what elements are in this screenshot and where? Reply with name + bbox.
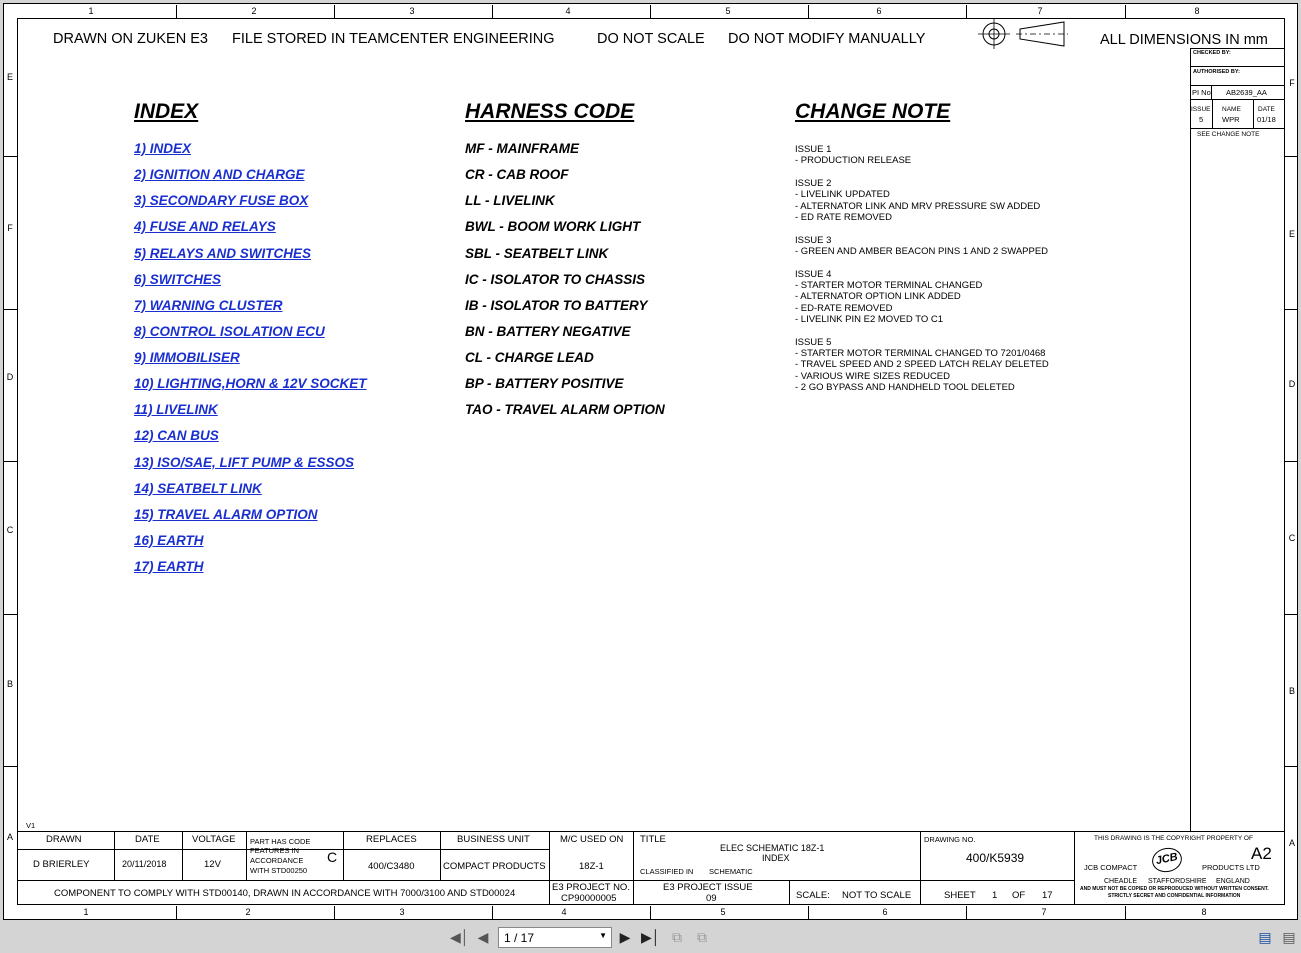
compliance-note: COMPONENT TO COMPLY WITH STD00140, DRAWN IN ACCORDANCE WITH 7000/3100 AND STD00024: [54, 888, 516, 899]
harness-code-title: HARNESS CODE: [465, 100, 635, 123]
column-number: 4: [565, 6, 571, 16]
change-note-line: - TRAVEL SPEED AND 2 SPEED LATCH RELAY DELETED: [795, 359, 1049, 370]
index-link[interactable]: 13) ISO/SAE, LIFT PUMP & ESSOS: [134, 455, 355, 470]
change-note-line: - 2 GO BYPASS AND HANDHELD TOOL DELETED: [795, 382, 1015, 393]
issue-value: 5: [1199, 115, 1204, 124]
drawing-no-value: 400/K5939: [966, 851, 1025, 865]
e3-project-issue-value: 09: [706, 893, 717, 904]
column-number: 6: [882, 907, 888, 917]
row-letter: C: [6, 525, 14, 535]
column-number: 7: [1041, 907, 1047, 917]
name-value: WPR: [1222, 115, 1240, 124]
classified-label: CLASSIFIED IN: [640, 867, 694, 876]
address-line: STAFFORDSHIRE: [1148, 878, 1207, 885]
sheet-number: 1: [992, 890, 998, 901]
index-link[interactable]: 4) FUSE AND RELAYS: [134, 219, 276, 234]
index-link[interactable]: 5) RELAYS AND SWITCHES: [134, 246, 312, 261]
legal-note: AND MUST NOT BE COPIED OR REPRODUCED WITHOUT WRITTEN CONSENT.: [1080, 886, 1269, 892]
page-indicator: 1 / 17: [504, 931, 535, 945]
e3-project-no-label: E3 PROJECT NO.: [552, 882, 630, 893]
harness-code-item: IB - ISOLATOR TO BATTERY: [465, 298, 648, 313]
date-value: 01/18: [1257, 115, 1276, 124]
mc-used-label: M/C USED ON: [560, 834, 624, 845]
pi-no-value: AB2639_AA: [1226, 88, 1267, 97]
index-link[interactable]: 17) EARTH: [134, 559, 204, 574]
classified-value: SCHEMATIC: [709, 867, 753, 876]
see-change-note-label: SEE CHANGE NOTE: [1197, 131, 1260, 138]
harness-code-item: MF - MAINFRAME: [465, 141, 579, 156]
sheet-total: 17: [1042, 890, 1053, 901]
index-link[interactable]: 3) SECONDARY FUSE BOX: [134, 193, 309, 208]
index-link[interactable]: 14) SEATBELT LINK: [134, 481, 262, 496]
title-label: TITLE: [640, 834, 666, 845]
name-label: NAME: [1222, 106, 1241, 113]
date-value: 20/11/2018: [122, 859, 167, 869]
drawn-label: DRAWN: [46, 834, 82, 845]
row-letter: B: [6, 679, 13, 689]
index-link[interactable]: 16) EARTH: [134, 533, 204, 548]
fit-width-icon[interactable]: ⧉: [697, 929, 707, 945]
harness-code-item: TAO - TRAVEL ALARM OPTION: [465, 402, 665, 417]
column-number: 5: [725, 6, 731, 16]
change-note-line: - STARTER MOTOR TERMINAL CHANGED TO 7201/0468: [795, 348, 1046, 359]
change-note-line: - ALTERNATOR LINK AND MRV PRESSURE SW ADDED: [795, 201, 1041, 212]
index-link[interactable]: 8) CONTROL ISOLATION ECU: [134, 324, 325, 339]
fit-page-icon[interactable]: ⧉: [672, 929, 682, 945]
voltage-value: 12V: [204, 859, 221, 870]
chevron-down-icon: ▼: [599, 931, 607, 940]
column-number: 8: [1194, 6, 1200, 16]
change-note-line: ISSUE 5: [795, 337, 832, 348]
header-do-not-scale: DO NOT SCALE: [597, 31, 705, 47]
harness-code-item: CL - CHARGE LEAD: [465, 350, 594, 365]
prev-page-icon[interactable]: ◀: [477, 929, 489, 945]
header-drawn-on: DRAWN ON ZUKEN E3: [53, 31, 208, 47]
title-line-2: INDEX: [762, 853, 790, 863]
column-number: 8: [1201, 907, 1207, 917]
change-note-title: CHANGE NOTE: [795, 100, 951, 123]
change-note-line: - ED RATE REMOVED: [795, 212, 892, 223]
header-do-not-modify: DO NOT MODIFY MANUALLY: [728, 31, 926, 47]
header-dimensions: ALL DIMENSIONS IN mm: [1100, 32, 1268, 48]
row-letter: F: [1289, 78, 1295, 88]
row-letter: A: [1288, 838, 1295, 848]
column-number: 7: [1037, 6, 1043, 16]
index-link[interactable]: 6) SWITCHES: [134, 272, 222, 287]
row-letter: E: [6, 72, 13, 82]
voltage-label: VOLTAGE: [192, 834, 236, 845]
harness-code-item: IC - ISOLATOR TO CHASSIS: [465, 272, 646, 287]
change-note-line: - ALTERNATOR OPTION LINK ADDED: [795, 291, 961, 302]
change-note-line: - LIVELINK UPDATED: [795, 189, 890, 200]
company-left: JCB COMPACT: [1084, 863, 1138, 872]
column-number: 6: [876, 6, 882, 16]
e3-project-no-value: CP90000005: [561, 893, 617, 904]
row-letter: A: [6, 832, 13, 842]
row-letter: C: [1288, 533, 1296, 543]
change-note-line: - VARIOUS WIRE SIZES REDUCED: [795, 371, 951, 382]
index-title: INDEX: [134, 100, 199, 123]
company-right: PRODUCTS LTD: [1202, 863, 1260, 872]
title-line-1: ELEC SCHEMATIC 18Z-1: [720, 843, 825, 853]
change-note-line: - LIVELINK PIN E2 MOVED TO C1: [795, 314, 944, 325]
row-letter: B: [1288, 686, 1295, 696]
version-label: V1: [26, 821, 36, 830]
date-label: DATE: [1258, 106, 1275, 113]
address-line: ENGLAND: [1216, 878, 1250, 885]
last-page-icon[interactable]: ▶│: [641, 929, 661, 945]
change-note-line: - ED-RATE REMOVED: [795, 303, 893, 314]
business-unit-value: COMPACT PRODUCTS: [443, 861, 546, 872]
sheet-size: A2: [1251, 844, 1272, 863]
copyright-note: THIS DRAWING IS THE COPYRIGHT PROPERTY OF: [1094, 835, 1253, 842]
change-note-line: ISSUE 2: [795, 178, 832, 189]
replaces-value: 400/C3480: [368, 861, 415, 872]
index-link[interactable]: 12) CAN BUS: [134, 428, 219, 443]
part-code-note: WITH STD00250: [250, 866, 308, 875]
first-page-icon[interactable]: ◀│: [450, 929, 470, 945]
change-note-line: ISSUE 3: [795, 235, 832, 246]
authorised-by-label: AUTHORISED BY:: [1193, 69, 1240, 75]
column-number: 5: [720, 907, 726, 917]
harness-code-item: SBL - SEATBELT LINK: [465, 246, 609, 261]
header-file-stored: FILE STORED IN TEAMCENTER ENGINEERING: [232, 31, 555, 47]
index-link[interactable]: 7) WARNING CLUSTER: [134, 298, 283, 313]
column-number: 2: [245, 907, 251, 917]
index-link[interactable]: 15) TRAVEL ALARM OPTION: [134, 507, 318, 522]
jcb-logo-text: JCB: [1154, 850, 1179, 868]
column-number: 1: [88, 6, 94, 16]
harness-code-item: BP - BATTERY POSITIVE: [465, 376, 624, 391]
column-number: 4: [561, 907, 567, 917]
index-link[interactable]: 2) IGNITION AND CHARGE: [134, 167, 305, 182]
page-number-select[interactable]: [498, 927, 612, 948]
issue-label: ISSUE: [1191, 106, 1211, 113]
projection-symbol-icon: [978, 19, 1068, 49]
change-note-line: - GREEN AND AMBER BEACON PINS 1 AND 2 SWAPPED: [795, 246, 1049, 257]
checked-by-label: CHECKED BY:: [1193, 50, 1231, 56]
replaces-label: REPLACES: [366, 834, 417, 845]
mc-used-value: 18Z-1: [579, 861, 604, 872]
code-value: C: [327, 849, 338, 865]
column-number: 2: [251, 6, 257, 16]
viewer-toolbar: [0, 922, 1301, 953]
column-number: 3: [409, 6, 415, 16]
change-note-line: ISSUE 1: [795, 144, 832, 155]
business-unit-label: BUSINESS UNIT: [457, 834, 530, 845]
sheet-label: SHEET: [944, 890, 976, 901]
part-code-note: FEATURES IN: [250, 846, 300, 855]
harness-code-item: BN - BATTERY NEGATIVE: [465, 324, 631, 339]
part-code-note: ACCORDANCE: [250, 856, 304, 865]
scale-value: NOT TO SCALE: [842, 890, 912, 901]
row-letter: D: [6, 372, 14, 382]
drawing-no-label: DRAWING NO.: [924, 835, 976, 844]
index-link[interactable]: 9) IMMOBILISER: [134, 350, 240, 365]
change-note-line: ISSUE 4: [795, 269, 832, 280]
change-note-line: - PRODUCTION RELEASE: [795, 155, 912, 166]
harness-code-item: CR - CAB ROOF: [465, 167, 569, 182]
row-letter: F: [7, 223, 13, 233]
harness-code-item: LL - LIVELINK: [465, 193, 555, 208]
change-note-line: - STARTER MOTOR TERMINAL CHANGED: [795, 280, 983, 291]
index-link[interactable]: 11) LIVELINK: [134, 402, 218, 417]
of-label: OF: [1012, 890, 1026, 901]
index-link[interactable]: 1) INDEX: [134, 141, 192, 156]
drawn-value: D BRIERLEY: [33, 859, 90, 870]
e3-project-issue-label: E3 PROJECT ISSUE: [663, 882, 753, 893]
single-page-view-icon[interactable]: ▤: [1258, 929, 1272, 945]
drawing-sheet: [3, 3, 1298, 920]
continuous-view-icon[interactable]: ▤: [1282, 929, 1296, 945]
address-line: CHEADLE: [1104, 878, 1138, 885]
row-letter: D: [1288, 379, 1296, 389]
next-page-icon[interactable]: ▶: [619, 929, 631, 945]
column-number: 3: [399, 907, 405, 917]
scale-label: SCALE:: [796, 890, 830, 901]
row-letter: E: [1288, 229, 1295, 239]
date-label: DATE: [135, 834, 160, 845]
column-number: 1: [83, 907, 89, 917]
pi-no-label: PI No: [1192, 88, 1211, 97]
index-link[interactable]: 10) LIGHTING,HORN & 12V SOCKET: [134, 376, 367, 391]
part-code-note: PART HAS CODE: [250, 837, 311, 846]
harness-code-item: BWL - BOOM WORK LIGHT: [465, 219, 641, 234]
legal-note: STRICTLY SECRET AND CONFIDENTIAL INFORMATION: [1108, 893, 1241, 899]
